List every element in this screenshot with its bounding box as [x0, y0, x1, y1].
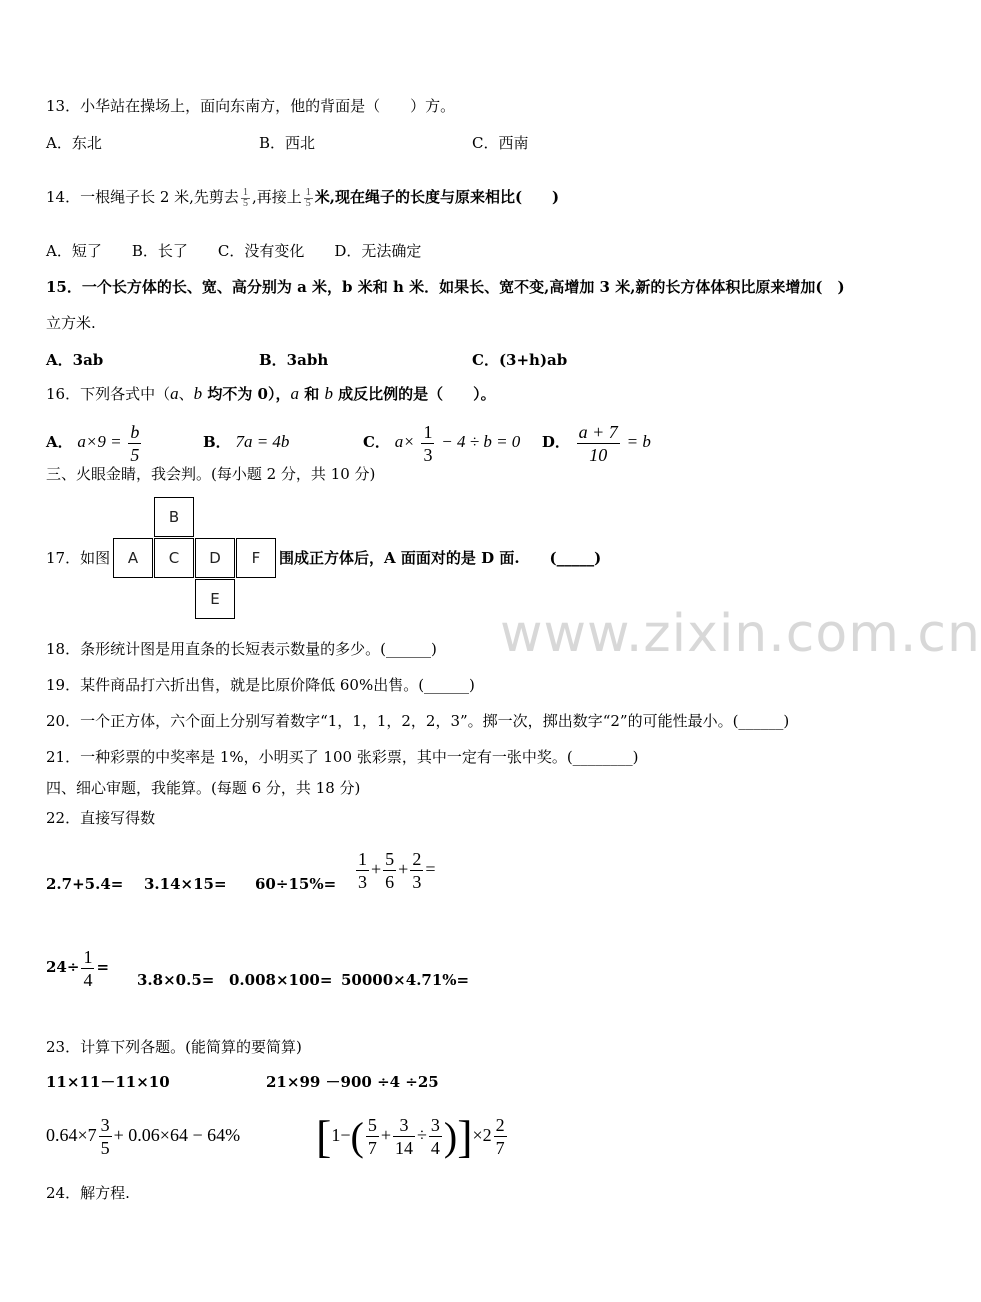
q15-stem-line2: 立方米. — [46, 314, 96, 332]
left-square-bracket: [ — [316, 1110, 332, 1162]
fraction-denominator: 10 — [589, 444, 608, 465]
fraction-denominator: 4 — [430, 1138, 440, 1159]
fraction-numerator: 3 — [393, 1114, 415, 1137]
q14-stem-mid: ,再接上 — [251, 188, 302, 206]
q16-stem-part2: 均不为 0）， — [202, 385, 291, 403]
fraction-denominator: 3 — [412, 872, 422, 893]
q16-option-a-label: A． — [46, 433, 73, 451]
fraction — [81, 946, 94, 991]
left-paren: ( — [350, 1113, 364, 1159]
fraction-numerator: b — [130, 421, 140, 442]
fraction — [429, 1114, 442, 1159]
q16-option-b-label: B． — [202, 433, 231, 451]
operator: + — [371, 859, 382, 879]
q16-option-d-label: D． — [541, 433, 570, 451]
q16-sep: 、 — [178, 385, 194, 403]
cube-face-b: B — [154, 497, 194, 537]
q16-option-a-expr: a×9 = — [77, 432, 122, 451]
q23-expr-4-one: 1− — [331, 1125, 351, 1145]
q22-title: 22．直接写得数 — [46, 809, 156, 827]
operator: ×2 — [472, 1125, 492, 1145]
q23-expr-4 — [316, 1108, 509, 1162]
fraction-denominator: 5 — [130, 444, 140, 465]
q23-expr-3 — [46, 1112, 240, 1158]
q22-item-3: 60÷15%= — [255, 875, 337, 893]
fraction — [366, 1114, 379, 1159]
fraction-denominator: 3 — [423, 444, 433, 465]
operator: = — [425, 859, 436, 879]
fraction-numerator: 3 — [430, 1115, 440, 1136]
q14-stem-pre: 14．一根绳子长 2 米,先剪去 — [46, 188, 239, 206]
fraction — [356, 848, 369, 893]
fraction-denominator: 4 — [83, 969, 93, 990]
section-3-heading: 三、火眼金睛，我会判。(每小题 2 分，共 10 分) — [46, 465, 376, 483]
q16-option-d-expr-right: = b — [626, 432, 651, 451]
operator: ÷ — [416, 1125, 427, 1145]
cube-face-c: C — [154, 538, 194, 578]
q16-options — [46, 420, 651, 464]
q23-expr-3-left: 0.64×7 — [46, 1125, 97, 1145]
q13-option-b: B．西北 — [259, 134, 316, 152]
q16-stem-part1: 16．下列各式中（ — [46, 385, 171, 403]
q22-item-8: 50000×4.71%= — [341, 971, 470, 989]
cube-face-a: A — [113, 538, 153, 578]
q16-option-a-fraction — [128, 421, 141, 466]
fraction-numerator: 5 — [367, 1115, 377, 1136]
section-4-heading: 四、细心审题，我能算。(每题 6 分，共 18 分) — [46, 779, 361, 797]
q17-stem-post: 围成正方体后，A 面面对的是 D 面. (_____) — [279, 549, 602, 567]
q14-fraction-add — [304, 188, 313, 209]
fraction-numerator: a + 7 — [578, 421, 618, 442]
q16-option-c-expr-left: a× — [394, 432, 415, 451]
q16-var-a: a — [170, 384, 179, 403]
cube-face-e: E — [195, 579, 235, 619]
q16-stem — [46, 384, 496, 404]
operator: = — [96, 958, 110, 976]
q23-expr-3-right: + 0.06×64 − 64% — [113, 1125, 241, 1145]
q22-item-7: 0.008×100= — [229, 971, 333, 989]
q22-item-1: 2.7+5.4= — [46, 875, 124, 893]
right-paren: ) — [443, 1113, 458, 1159]
q22-item-5 — [46, 944, 109, 990]
fraction-denominator: 5 — [242, 197, 248, 209]
q14-fraction-cut — [241, 188, 250, 209]
operator: + — [398, 859, 409, 879]
fraction-numerator: 2 — [412, 849, 422, 870]
q13-stem: 13．小华站在操场上，面向东南方，他的背面是（ ）方。 — [46, 97, 456, 115]
q16-option-d-fraction — [577, 421, 620, 466]
q15-stem-line1: 15．一个长方体的长、宽、高分别为 a 米，b 米和 h 米．如果长、宽不变,高增加 3 米,新的长方体体积比原来增加( ) — [46, 278, 845, 296]
q21-stem: 21．一种彩票的中奖率是 1%，小明买了 100 张彩票，其中一定有一张中奖。(________) — [46, 748, 639, 766]
fraction-numerator: 2 — [495, 1115, 505, 1136]
fraction — [494, 1114, 507, 1159]
q13-option-c: C．西南 — [472, 134, 529, 152]
q16-var-b: b — [193, 384, 203, 403]
fraction-numerator: 1 — [242, 186, 248, 198]
q23-expr-2: 21×99 －900 ÷4 ÷25 — [266, 1073, 439, 1091]
q16-option-c-fraction — [421, 421, 434, 466]
q16-option-b-expr: 7a = 4b — [235, 432, 290, 451]
q19-stem: 19．某件商品打六折出售，就是比原价降低 60%出售。(______) — [46, 676, 475, 694]
q20-stem: 20．一个正方体，六个面上分别写着数字“1，1，1，2，2，3”。掷一次，掷出数字“2”的可能性最小。(______) — [46, 712, 790, 730]
q16-option-c-label: C． — [362, 433, 390, 451]
q15-option-a: A．3ab — [46, 351, 104, 369]
fraction-denominator: 7 — [495, 1138, 505, 1159]
fraction-denominator: 7 — [367, 1138, 377, 1159]
q15-option-c: C．(3+h)ab — [472, 351, 568, 369]
fraction-numerator: 1 — [83, 946, 93, 967]
q14-stem — [46, 187, 559, 209]
fraction-denominator: 5 — [100, 1138, 110, 1159]
q16-option-c-expr-right: − 4 ÷ b = 0 — [441, 432, 521, 451]
q18-stem: 18．条形统计图是用直条的长短表示数量的多少。(______) — [46, 640, 437, 658]
fraction-denominator: 6 — [385, 872, 395, 893]
right-square-bracket: ] — [457, 1110, 473, 1162]
q24-stem: 24．解方程. — [46, 1184, 130, 1202]
q16-stem-part3: 和 — [299, 385, 325, 403]
q22-item-2: 3.14×15= — [144, 875, 227, 893]
q13-option-a: A．东北 — [46, 134, 102, 152]
fraction-denominator: 3 — [358, 872, 367, 893]
q22-item-4 — [354, 846, 435, 892]
q16-var-a2: a — [290, 384, 299, 403]
q23-title: 23．计算下列各题。(能简算的要简算) — [46, 1038, 302, 1056]
fraction-denominator: 5 — [305, 197, 311, 209]
fraction-numerator: 1 — [305, 186, 311, 198]
fraction-numerator: 1 — [423, 421, 433, 442]
fraction-numerator: 1 — [358, 849, 367, 870]
q17-stem-pre: 17．如图 — [46, 549, 111, 567]
operator: + — [380, 1125, 391, 1145]
fraction — [383, 848, 396, 893]
q23-expr-1: 11×11－11×10 — [46, 1073, 170, 1091]
fraction — [410, 848, 423, 893]
fraction — [99, 1114, 112, 1159]
q15-option-b: B．3abh — [259, 351, 329, 369]
q22-item-6: 3.8×0.5= — [137, 971, 215, 989]
q16-stem-part4: 成反比例的是（ ）。 — [332, 385, 496, 403]
fraction-numerator: 3 — [100, 1115, 110, 1136]
q14-stem-post: 米,现在绳子的长度与原来相比( ) — [314, 188, 560, 206]
cube-face-f: F — [236, 538, 276, 578]
q14-options: A．短了 B．长了 C．没有变化 D．无法确定 — [46, 242, 422, 260]
watermark: www.zixin.com.cn — [500, 604, 981, 664]
q16-var-b2: b — [324, 384, 333, 403]
fraction-denominator: 14 — [394, 1138, 413, 1159]
q22-item-5-prefix: 24÷ — [46, 958, 80, 976]
cube-face-d: D — [195, 538, 235, 578]
fraction — [393, 1114, 415, 1159]
fraction-numerator: 5 — [385, 849, 395, 870]
